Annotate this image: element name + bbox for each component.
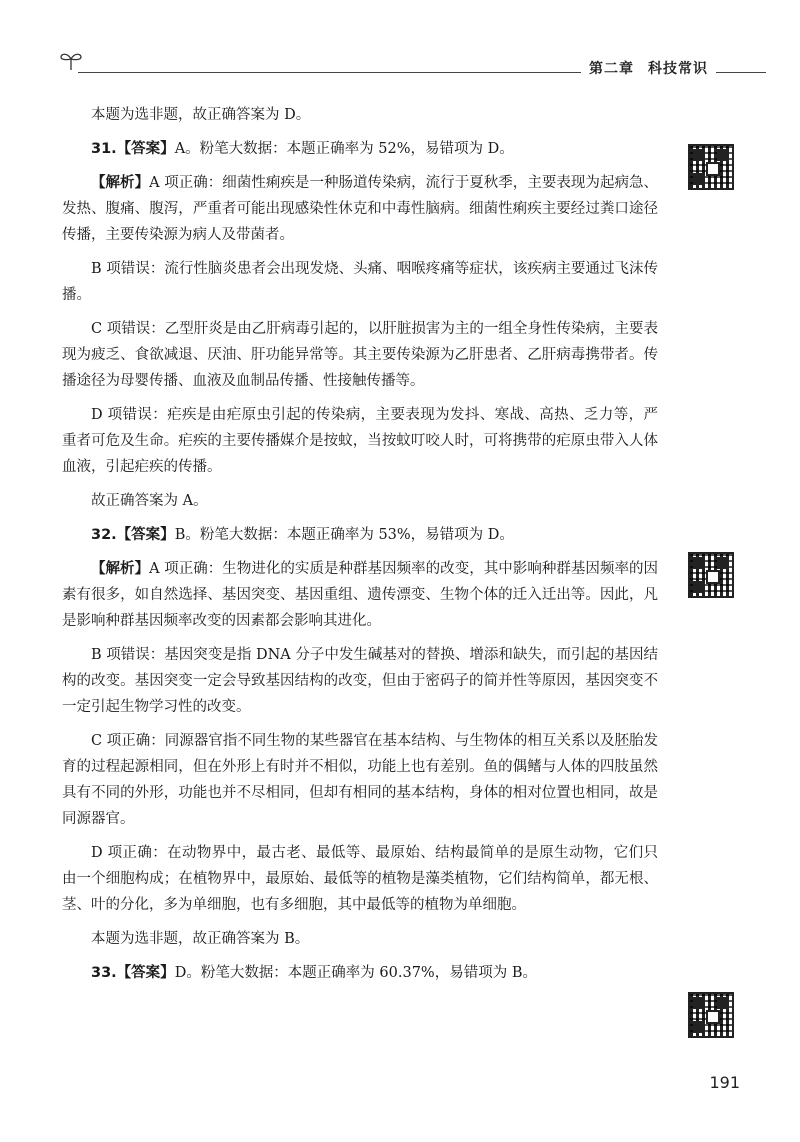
qr-code-icon[interactable] — [688, 992, 734, 1038]
paragraph-text: A 项正确：细菌性痢疾是一种肠道传染病，流行于夏秋季，主要表现为起病急、发热、腹痛、腹泻，严重者可能出现感染性休克和中毒性脑病。细菌性痢疾主要经过粪口途径传播，主要传染源为病人及带菌者。 — [62, 175, 659, 243]
paragraph-text: C 项正确：同源器官指不同生物的某些器官在基本结构、与生物体的相互关系以及胚胎发育的过程起源相同，但在外形上有时并不相似，功能上也有差别。鱼的偶鳍与人体的四肢虽然具有不同的外形，功能也并不尽相同，但却有相同的基本结构，身体的相对位置也相同，故是同源器官。 — [62, 733, 658, 827]
paragraph — [62, 170, 658, 248]
paragraph — [62, 926, 658, 952]
paragraph-text: 故正确答案为 A。 — [91, 493, 208, 509]
paragraph — [62, 556, 658, 634]
paragraph — [62, 102, 658, 128]
paragraph-text: A 项正确：生物进化的实质是种群基因频率的改变，其中影响种群基因频率的因素有很多，如自然选择、基因突变、基因重组、遗传漂变、生物个体的迁入迁出等。因此，凡是影响种群基因频率改变的因素都会影响其进化。 — [62, 561, 659, 629]
qr-code-icon[interactable] — [688, 144, 734, 190]
paragraph — [62, 522, 658, 548]
paragraph-text: 本题为选非题，故正确答案为 D。 — [91, 107, 311, 123]
paragraph-text: B 项错误：流行性脑炎患者会出现发烧、头痛、咽喉疼痛等症状，该疾病主要通过飞沫传播。 — [62, 261, 658, 303]
answer-label: 31.【答案】 — [91, 141, 175, 157]
analysis-label: 【解析】 — [91, 561, 150, 577]
paragraph-text: D 项错误：疟疾是由疟原虫引起的传染病，主要表现为发抖、寒战、高热、乏力等，严重者可危及生命。疟疾的主要传播媒介是按蚊，当按蚊叮咬人时，可将携带的疟原虫带入人体血液，引起疟疾的传播。 — [62, 407, 658, 475]
paragraph — [62, 728, 658, 832]
chapter-topic: 科技常识 — [648, 61, 708, 77]
paragraph-text: C 项错误：乙型肝炎是由乙肝病毒引起的，以肝脏损害为主的一组全身性传染病，主要表现为疲乏、食欲减退、厌油、肝功能异常等。其主要传染源为乙肝患者、乙肝病毒携带者。传播途径为母婴传播、血液及血制品传播、性接触传播等。 — [62, 321, 658, 389]
paragraph — [62, 256, 658, 308]
paragraph-text: D 项正确：在动物界中，最古老、最低等、最原始、结构最简单的是原生动物，它们只由一个细胞构成；在植物界中，最原始、最低等的植物是藻类植物，它们结构简单，都无根、茎、叶的分化，多为单细胞，也有多细胞，其中最低等的植物为单细胞。 — [62, 845, 658, 913]
paragraph — [62, 136, 658, 162]
paragraph — [62, 960, 658, 986]
analysis-label: 【解析】 — [91, 175, 150, 191]
paragraph-text: B。粉笔大数据：本题正确率为 53%，易错项为 D。 — [174, 527, 514, 543]
paragraph-text: D。粉笔大数据：本题正确率为 60.37%，易错项为 B。 — [174, 965, 537, 981]
page-body — [62, 102, 658, 994]
paragraph-text: A。粉笔大数据：本题正确率为 52%，易错项为 D。 — [174, 141, 514, 157]
paragraph — [62, 840, 658, 918]
answer-label: 33.【答案】 — [91, 965, 175, 981]
paragraph-text: 本题为选非题，故正确答案为 B。 — [91, 931, 310, 947]
paragraph — [62, 402, 658, 480]
sprout-icon — [58, 48, 84, 74]
answer-label: 32.【答案】 — [91, 527, 175, 543]
page-number: 191 — [709, 1073, 740, 1092]
page-header — [58, 48, 766, 80]
qr-code-icon[interactable] — [688, 552, 734, 598]
paragraph — [62, 642, 658, 720]
paragraph — [62, 488, 658, 514]
paragraph-text: B 项错误：基因突变是指 DNA 分子中发生碱基对的替换、增添和缺失，而引起的基因结构的改变。基因突变一定会导致基因结构的改变，但由于密码子的简并性等原因，基因突变不一定引起生物学习性的改变。 — [62, 647, 658, 715]
chapter-number: 第二章 — [589, 61, 634, 77]
paragraph — [62, 316, 658, 394]
chapter-title — [581, 58, 716, 78]
